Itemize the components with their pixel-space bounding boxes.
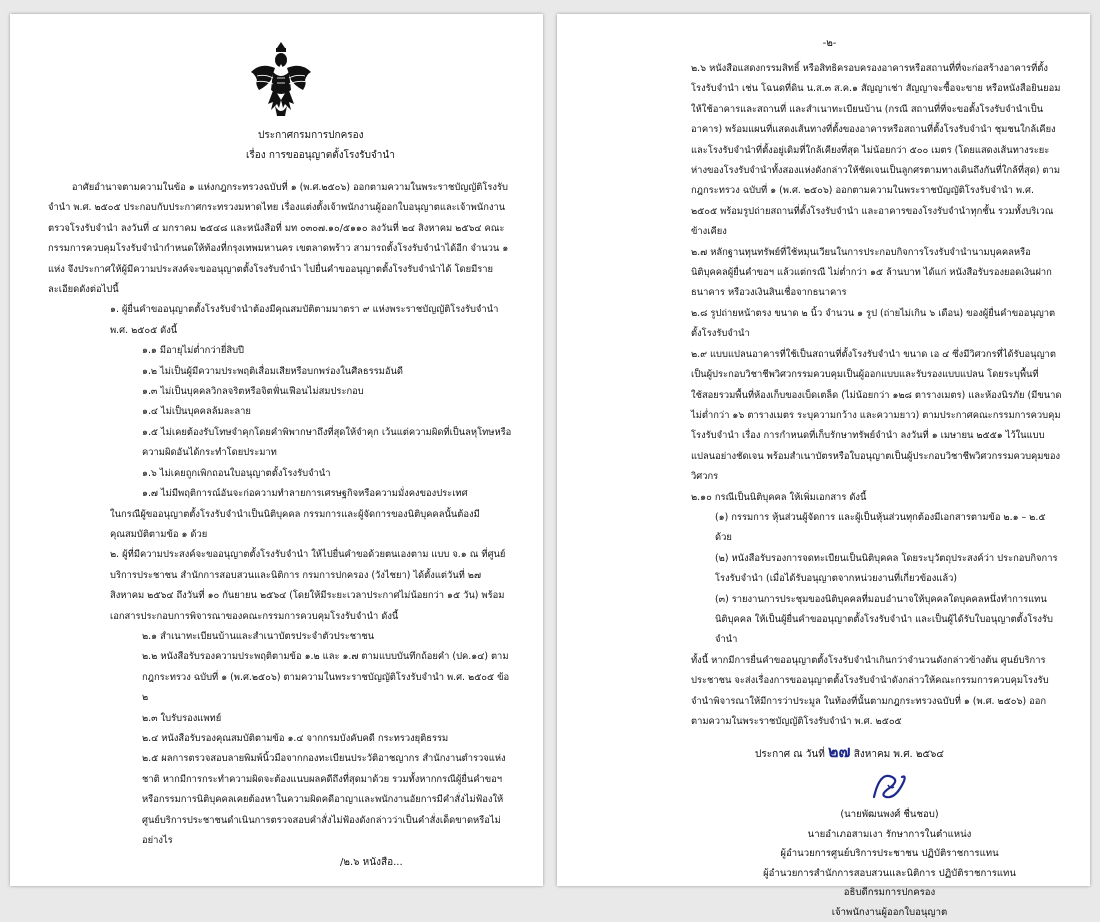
paragraph: ๑.๒ ไม่เป็นผู้มีความประพฤติเสื่อมเสียหรือบกพร่องในศีลธรรมอันดี bbox=[142, 365, 404, 377]
subject-line: เรื่อง การขออนุญาตตั้งโรงรับจำนำ bbox=[246, 150, 395, 161]
continuation-note: /๒.๖ หนังสือ... bbox=[340, 857, 403, 868]
paragraph: ในกรณีผู้ขออนุญาตตั้งโรงรับจำนำเป็นนิติบุคคล กรรมการและผู้จัดการของนิติบุคคลนั้นต้องมีคุณสมบัติตามข้อ ๑ ด้วย bbox=[110, 508, 480, 540]
paragraph: (๒) หนังสือรับรองการจดทะเบียนเป็นนิติบุคคล โดยระบุวัตถุประสงค์ว่า ประกอบกิจการโรงรับจำนำ (เมื่อได้รับอนุญาตจากหน่วยงานที่เกี่ยวข้องแล้ว) bbox=[715, 552, 1058, 585]
signer-position: อธิบดีกรมการปกครอง bbox=[843, 887, 936, 899]
paragraph: ๑.๑ มีอายุไม่ต่ำกว่ายี่สิบปี bbox=[142, 345, 244, 357]
paragraph: ๒.๗ หลักฐานทุนทรัพย์ที่ใช้หมุนเวียนในการประกอบกิจการโรงรับจำนำนามบุคคลหรือนิติบุคคลผู้ยื่นคำขอฯ แล้วแต่กรณี ไม่ต่ำกว่า ๑๕ ล้านบาท ได้แก่ หนังสือรับรองยอดเงินฝากธนาคาร หรือวงเงินสินเชื่อจากธนาคาร bbox=[691, 246, 1052, 299]
paragraph: ๑.๗ ไม่มีพฤติการณ์อันจะก่อความทำลายการเศรษฐกิจหรือความมั่งคงของประเทศ bbox=[142, 488, 468, 500]
announcement-date bbox=[637, 740, 1062, 765]
paragraph: ๒.๑๐ กรณีเป็นนิติบุคคล ให้เพิ่มเอกสาร ดังนี้ bbox=[691, 491, 867, 503]
page-number: -๒- bbox=[822, 38, 837, 49]
date-suffix: สิงหาคม พ.ศ. ๒๕๖๔ bbox=[853, 749, 944, 761]
date-day-handwritten: ๒๗ bbox=[828, 742, 851, 762]
paragraph: อาศัยอำนาจตามความในข้อ ๑ แห่งกฎกระทรวงฉบับที่ ๑ (พ.ศ.๒๕๐๖) ออกตามความในพระราชบัญญัติโรงรับจำนำ พ.ศ. ๒๕๐๕ ประกอบกับประกาศกระทรวงมหาดไทย เรื่องแต่งตั้งเจ้าพนักงานผู้ออกใบอนุญาตและเจ้าพนักงานตรวจโรงรับจำนำ ลงวันที่ ๔ มกราคม ๒๕๔๘ และหนังสือที่ มท ๐๓๐๗.๑๐/๕๑๑๐ ลงวันที่ ๒๔ สิงหาคม ๒๕๖๔ คณะกรรมการควบคุมโรงรับจำนำกำหนดให้ท้องที่กรุงเทพมหานคร เขตลาดพร้าว สามารถตั้งโรงรับจำนำได้อีก จำนวน ๑ แห่ง จึงประกาศให้ผู้มีความประสงค์จะขออนุญาตตั้งโรงรับจำนำ ไปยื่นคำขออนุญาตตั้งโรงรับจำนำได้ โดยมีรายละเอียดดังต่อไปนี้ bbox=[48, 182, 512, 296]
issuer-title: ประกาศกรมการปกครอง bbox=[258, 130, 364, 141]
date-prefix: ประกาศ ณ วันที่ bbox=[755, 749, 825, 761]
signer-position: เจ้าพนักงานผู้ออกใบอนุญาต bbox=[831, 906, 948, 918]
signer-position: ผู้อำนวยการสำนักการสอบสวนและนิติการ ปฏิบัติราชการแทน bbox=[763, 867, 1016, 879]
paragraph: ๒.๘ รูปถ่ายหน้าตรง ขนาด ๒ นิ้ว จำนวน ๑ รูป (ถ่ายไม่เกิน ๖ เดือน) ของผู้ยื่นคำขออนุญาตตั้งโรงรับจำนำ bbox=[691, 307, 1056, 340]
paragraph: (๑) กรรมการ หุ้นส่วนผู้จัดการ และผู้เป็นหุ้นส่วนทุกต้องมีเอกสารตามข้อ ๒.๑ – ๒.๕ ด้วย bbox=[715, 511, 1049, 544]
paragraph: ๒.๑ สำเนาทะเบียนบ้านและสำเนาบัตรประจำตัวประชาชน bbox=[142, 630, 375, 642]
signer-name: (นายพัฒนพงศ์ ชื่นชอบ) bbox=[840, 809, 939, 821]
paragraph: ๒.๒ หนังสือรับรองความประพฤติตามข้อ ๑.๒ และ ๑.๗ ตามแบบบันทึกถ้อยคำ (ปค.๑๔) ตามกฎกระทรวง ฉบับที่ ๑ (พ.ศ.๒๕๐๖) ตามความในพระราชบัญญัติโรงรับจำนำ พ.ศ. ๒๕๐๕ ข้อ ๒ bbox=[142, 651, 513, 704]
paragraph: ๒.๔ หนังสือรับรองคุณสมบัติตามข้อ ๑.๔ จากกรมบังคับคดี กระทรวงยุติธรรม bbox=[142, 732, 449, 744]
signature-icon bbox=[860, 767, 920, 805]
paragraph: ๒.๓ ใบรับรองแพทย์ bbox=[142, 712, 222, 724]
signer-position: นายอำเภอสามเงา รักษาการในตำแหน่ง bbox=[807, 828, 972, 840]
signature-block bbox=[717, 767, 1062, 922]
page-1 bbox=[10, 14, 543, 886]
paragraph: ๑.๔ ไม่เป็นบุคคลล้มละลาย bbox=[142, 406, 251, 418]
paragraph: ๑.๕ ไม่เคยต้องรับโทษจำคุกโดยคำพิพากษาถึงที่สุดให้จำคุก เว้นแต่ความผิดที่เป็นลหุโทษหรือความผิดอันได้กระทำโดยประมาท bbox=[142, 426, 512, 459]
paragraph: ๒. ผู้ที่มีความประสงค์จะขออนุญาตตั้งโรงรับจำนำ ให้ไปยื่นคำขอด้วยตนเองตาม แบบ จ.๑ ณ ที่ศูนย์บริการประชาชน สำนักการสอบสวนและนิติการ กรมการปกครอง (วังไชยา) ได้ตั้งแต่วันที่ ๒๗ สิงหาคม ๒๕๖๔ ถึงวันที่ ๑๐ กันยายน ๒๕๖๔ (โดยให้มีระยะเวลาประกาศไม่น้อยกว่า ๑๕ วัน) พร้อมเอกสารประกอบการพิจารณาของคณะกรรมการควบคุมโรงรับจำนำ ดังนี้ bbox=[110, 549, 506, 622]
body-right bbox=[597, 59, 1062, 732]
paragraph: ๑.๖ ไม่เคยถูกเพิกถอนใบอนุญาตตั้งโรงรับจำนำ bbox=[142, 467, 331, 479]
paragraph: (๓) รายงานการประชุมของนิติบุคคลที่มอบอำนาจให้บุคคลใดบุคคลหนึ่งทำการแทนนิติบุคคล ให้เป็นผู้ยื่นคำขออนุญาตตั้งโรงรับจำนำ และเป็นผู้ได้รับใบอนุญาตตั้งโรงรับจำนำ bbox=[715, 593, 1053, 646]
paragraph: ทั้งนี้ หากมีการยื่นคำขออนุญาตตั้งโรงรับจำนำเกินกว่าจำนวนดังกล่าวข้างต้น ศูนย์บริการประชาชน จะส่งเรื่องการขออนุญาตตั้งโรงรับจำนำดังกล่าวให้คณะกรรมการควบคุมโรงรับจำนำพิจารณาให้มีการว่าประมูล ในท้องที่นั้นตามกฎกระทรวงฉบับที่ ๑ (พ.ศ. ๒๕๐๖) ออกตามความในพระราชบัญญัติโรงรับจำนำ พ.ศ. ๒๕๐๕ bbox=[691, 654, 1049, 727]
page-2 bbox=[557, 14, 1090, 918]
signer-position: ผู้อำนวยการศูนย์บริการประชาชน ปฏิบัติราชการแทน bbox=[780, 848, 999, 860]
paragraph: ๒.๙ แบบแปลนอาคารที่ใช้เป็นสถานที่ตั้งโรงรับจำนำ ขนาด เอ ๔ ซึ่งมีวิศวกรที่ได้รับอนุญาตเป็นผู้ประกอบวิชาชีพวิศวกรรมควบคุมเป็นผู้ออกแบบและรับรองแบบแปลน โดยระบุพื้นที่ใช้สอยรวมพื้นที่ห้องเก็บของเบ็ดเตล็ด (ไม่น้อยกว่า ๑๒๘ ตารางเมตร) และห้องนิรภัย (มีขนาดไม่ต่ำกว่า ๑๖ ตารางเมตร ระบุความกว้าง และความยาว) ตามประกาศคณะกรรมการควบคุมโรงรับจำนำ เรื่อง การกำหนดที่เก็บรักษาทรัพย์จำนำ ลงวันที่ ๑ เมษายน ๒๕๕๑ ไว้ในแบบแปลนอย่างชัดเจน พร้อมสำเนาบัตรหรือใบอนุญาตเป็นผู้ประกอบวิชาชีพวิศวกรรมควบคุมของวิศวกร bbox=[691, 348, 1062, 483]
paragraph: ๒.๕ ผลการตรวจสอบลายพิมพ์นิ้วมือจากกองทะเบียนประวัติอาชญากร สำนักงานตำรวจแห่งชาติ หากมีการกระทำความผิดจะต้องแนบผลคดีถึงที่สุดมาด้วย รวมทั้งหากกรณีผู้ยื่นคำขอฯ หรือกรรมการนิติบุคคลเคยต้องหาในความผิดคดีอาญาและพนักงานอัยการมีคำสั่งไม่ฟ้องให้ศูนย์บริการประชาชนดำเนินการตรวจสอบคำสั่งไม่ฟ้องดังกล่าวว่าเป็นคำสั่งเด็ดขาดหรือไม่อย่างไร bbox=[142, 753, 506, 846]
body-left bbox=[48, 178, 513, 851]
paragraph: ๑.๓ ไม่เป็นบุคคลวิกลจริตหรือจิตฟั่นเฟือนไม่สมประกอบ bbox=[142, 386, 364, 398]
paragraph: ๒.๖ หนังสือแสดงกรรมสิทธิ์ หรือสิทธิครอบครองอาคารหรือสถานที่ที่จะก่อสร้างอาคารที่ตั้งโรงรับจำนำ เช่น โฉนดที่ดิน น.ส.๓ ส.ค.๑ สัญญาเช่า สัญญาจะซื้อจะขาย หรือหนังสือยินยอมให้ใช้อาคารและสถานที่ และสำเนาทะเบียนบ้าน (กรณี สถานที่ที่จะขอตั้งโรงรับจำนำเป็นอาคาร) พร้อมแผนที่แสดงเส้นทางที่ตั้งของอาคารหรือสถานที่ตั้งโรงรับจำนำ ชุมชนใกล้เคียง และโรงรับจำนำที่ตั้งอยู่เดิมที่ใกล้เคียงที่สุด ไม่น้อยกว่า ๕๐๐ เมตร (โดยแสดงเส้นทางระยะห่างของโรงรับจำนำทั้งสองแห่งดังกล่าวให้ชัดเจนเป็นลูกศรตามทางเดินถึงกันที่ใกล้ที่สุด) ตามกฎกระทรวง ฉบับที่ ๑ (พ.ศ. ๒๕๐๖) ออกตามความในพระราชบัญญัติโรงรับจำนำ พ.ศ. ๒๕๐๕ พร้อมรูปถ่ายสถานที่ตั้งโรงรับจำนำ และอาคารของโรงรับจำนำทุกชั้น รวมทั้งบริเวณข้างเคียง bbox=[691, 63, 1061, 238]
paragraph: ๑. ผู้ยื่นคำขออนุญาตตั้งโรงรับจำนำต้องมีคุณสมบัติตามมาตรา ๙ แห่งพระราชบัญญัติโรงรับจำนำ พ.ศ. ๒๕๐๕ ดังนี้ bbox=[110, 304, 502, 336]
garuda-emblem-icon bbox=[249, 40, 313, 118]
